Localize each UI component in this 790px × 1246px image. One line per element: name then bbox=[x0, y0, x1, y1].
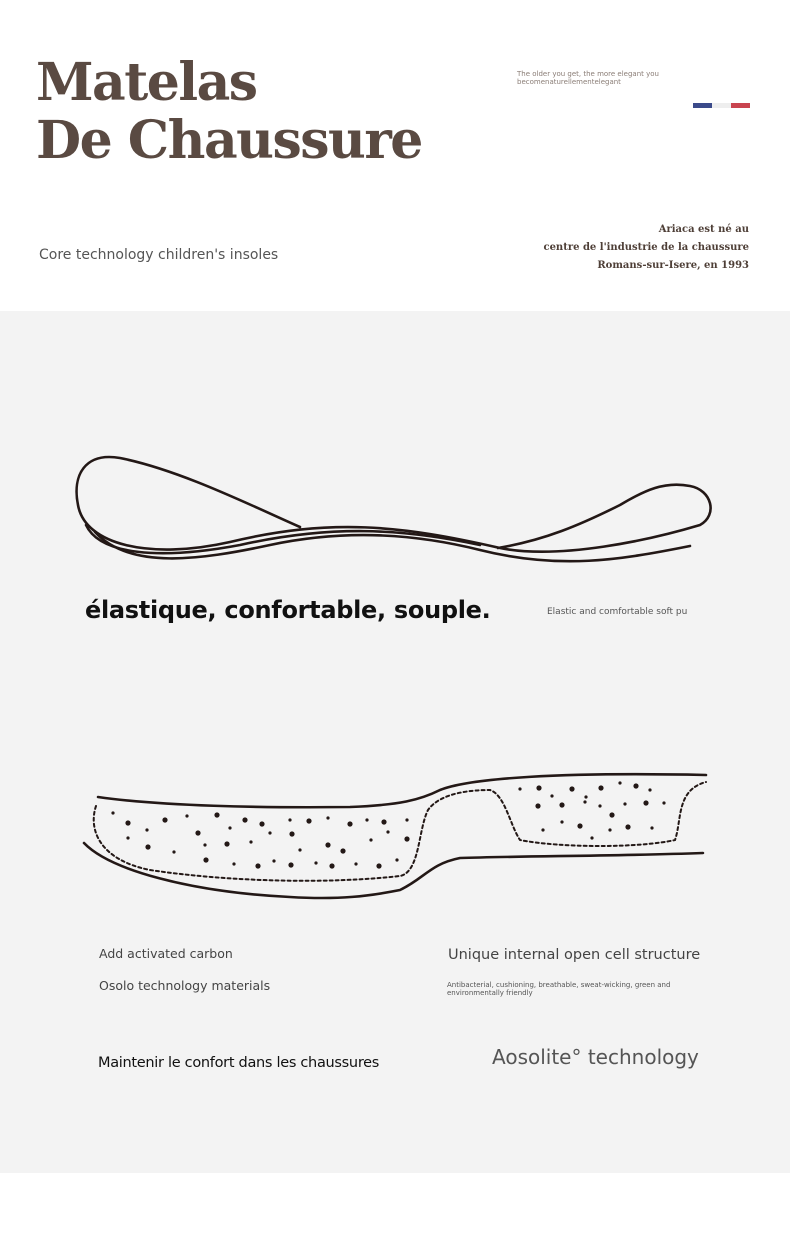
founding-statement bbox=[543, 221, 749, 275]
flag-stripe-white bbox=[712, 103, 731, 108]
founded-line-2: centre de l'industrie de la chaussure bbox=[543, 242, 749, 253]
tagline-line-1: The older you get, the more elegant you bbox=[517, 70, 659, 78]
title-line-1: Matelas bbox=[36, 52, 257, 113]
elastic-insole-illustration bbox=[0, 440, 790, 580]
flag-stripe-blue bbox=[693, 103, 712, 108]
open-cell-label: Unique internal open cell structure bbox=[448, 947, 701, 963]
activated-carbon-label: Add activated carbon bbox=[99, 946, 233, 961]
founded-line-3: Romans-sur-Isere, en 1993 bbox=[597, 260, 749, 271]
flag-stripe-red bbox=[731, 103, 750, 108]
subtitle: Core technology children's insoles bbox=[39, 247, 279, 263]
page-title bbox=[36, 54, 422, 170]
pore-dots-left bbox=[111, 811, 409, 868]
comfort-statement: Maintenir le confort dans les chaussures bbox=[98, 1055, 380, 1071]
pore-dots-right bbox=[518, 781, 665, 839]
founded-line-1: Ariaca est né au bbox=[658, 224, 749, 235]
elastic-headline: élastique, confortable, souple. bbox=[85, 596, 491, 624]
tagline-line-2: becomenaturellementelegant bbox=[517, 78, 621, 86]
osolo-materials-label: Osolo technology materials bbox=[99, 978, 271, 993]
aosolite-technology-label: Aosolite° technology bbox=[492, 1045, 699, 1069]
french-flag-icon bbox=[693, 103, 750, 108]
title-line-2: De Chaussure bbox=[36, 110, 422, 171]
elastic-caption: Elastic and comfortable soft pu bbox=[547, 607, 688, 617]
open-cell-description: Antibacterial, cushioning, breathable, sweat-wicking, green and environmentally friendly bbox=[447, 981, 671, 997]
cell-structure-insole-illustration bbox=[0, 760, 790, 910]
tagline bbox=[517, 70, 677, 86]
